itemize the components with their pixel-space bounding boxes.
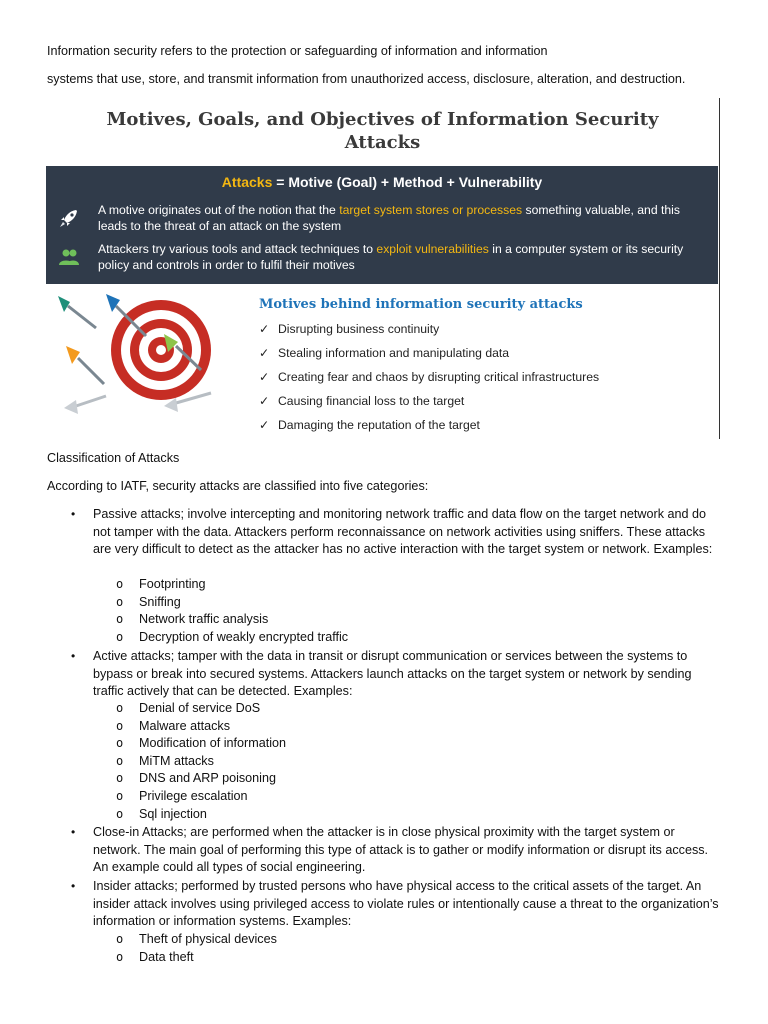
bullet-icon: • <box>71 649 76 663</box>
motive-text: Creating fear and chaos by disrupting critical infrastructures <box>278 370 600 384</box>
motive-text: Damaging the reputation of the target <box>278 418 480 432</box>
sub-bullet-icon: o <box>116 771 124 786</box>
category-text: Active attacks; tamper with the data in transit or disrupt communication or services between the systems to bypass or break into secured systems. Attackers launch attacks on the target system or network by sending traffic actively that can be detected. Examples: <box>93 649 692 699</box>
motive-item <box>259 418 480 432</box>
example-item: MiTM attacks <box>139 753 214 768</box>
attacker-description <box>98 242 698 273</box>
dart-gray-1 <box>64 396 106 414</box>
example-item: Decryption of weakly encrypted traffic <box>139 629 349 644</box>
users-icon <box>58 246 80 268</box>
motive-text: Disrupting business continuity <box>278 322 440 336</box>
example-item: Denial of service DoS <box>139 701 261 715</box>
motives-figure <box>46 98 720 439</box>
example-item: Theft of physical devices <box>139 932 277 946</box>
example-item: Sql injection <box>139 806 207 821</box>
sub-bullet-icon: o <box>116 789 124 803</box>
example-item: DNS and ARP poisoning <box>139 771 276 786</box>
bullet-icon: • <box>71 507 76 521</box>
figure-title-line-2: Attacks <box>344 132 421 153</box>
sub-bullet-icon: o <box>116 612 124 627</box>
example-item: Data theft <box>139 949 194 964</box>
dart-teal <box>58 296 96 328</box>
example-item: Network traffic analysis <box>139 612 269 627</box>
rocket-icon <box>58 207 80 229</box>
motive-item <box>259 394 464 408</box>
row1-post: something valuable, and this leads to the threat of an attack on the system <box>98 203 680 233</box>
example-item: Malware attacks <box>139 718 230 733</box>
motive-text: Causing financial loss to the target <box>278 394 465 408</box>
check-icon: ✓ <box>259 370 270 384</box>
intro-line-1: Information security refers to the protection or safeguarding of information and information <box>47 44 548 58</box>
check-icon: ✓ <box>259 394 270 408</box>
classification-heading: Classification of Attacks <box>47 451 180 465</box>
example-item: Footprinting <box>139 577 206 591</box>
sub-bullet-icon: o <box>116 932 124 946</box>
row1-highlight: target system stores or processes <box>339 203 523 217</box>
check-icon: ✓ <box>259 418 270 432</box>
dartboard-illustration <box>46 288 246 438</box>
example-item: Modification of information <box>139 736 286 751</box>
dart-orange <box>66 346 104 384</box>
motive-item <box>259 346 509 360</box>
category-text: Insider attacks; performed by trusted persons who have physical access to the critical assets of the target. An insider attack involves using privileged access to violate rules or intentionally cause a threat to the organization’s information or information systems. Examples: <box>93 879 719 929</box>
formula-title <box>46 174 718 190</box>
sub-bullet-icon: o <box>116 806 124 821</box>
formula-rest: = Motive (Goal) + Method + Vulnerability <box>272 174 543 190</box>
bullet-icon: • <box>71 879 76 893</box>
figure-title-line-1: Motives, Goals, and Objectives of Information Security <box>106 109 659 130</box>
bullet-icon: • <box>71 825 76 839</box>
classification-intro: According to IATF, security attacks are classified into five categories: <box>47 479 429 493</box>
example-item: Privilege escalation <box>139 789 248 803</box>
intro-line-2: systems that use, store, and transmit information from unauthorized access, disclosure, alteration, and destruction. <box>47 72 686 86</box>
figure-title <box>46 108 719 154</box>
sub-bullet-icon: o <box>116 949 124 964</box>
sub-bullet-icon: o <box>116 629 124 644</box>
check-icon: ✓ <box>259 346 270 360</box>
motive-item <box>259 322 439 336</box>
formula-band <box>46 166 718 284</box>
motive-description <box>98 203 698 234</box>
sub-bullet-icon: o <box>116 736 124 751</box>
formula-highlight: Attacks <box>221 174 273 190</box>
motives-title: Motives behind information security attacks <box>259 297 583 312</box>
row2-pre: Attackers try various tools and attack techniques to <box>98 242 377 256</box>
row2-post: in a computer system or its security policy and controls in order to fulfil their motives <box>98 242 684 272</box>
category-text: Close-in Attacks; are performed when the attacker is in close physical proximity with the target system or network. The main goal of performing this type of attack is to gather or modify information or disrupt its access. An example could all types of social engineering. <box>93 825 709 875</box>
category-text: Passive attacks; involve intercepting and monitoring network traffic and data flow on the target network and do not tamper with the data. Attackers perform reconnaissance on network activities using sniffers. These attacks are very difficult to detect as the attacker has no active interaction with the target system or network. Examples: <box>93 507 713 557</box>
sub-bullet-icon: o <box>116 701 124 715</box>
row1-pre: A motive originates out of the notion that the <box>98 203 340 217</box>
example-item: Sniffing <box>139 594 181 609</box>
sub-bullet-icon: o <box>116 594 124 609</box>
sub-bullet-icon: o <box>116 577 124 591</box>
motive-text: Stealing information and manipulating data <box>278 346 510 360</box>
check-icon: ✓ <box>259 322 270 336</box>
sub-bullet-icon: o <box>116 718 124 733</box>
row2-highlight: exploit vulnerabilities <box>376 242 489 256</box>
sub-bullet-icon: o <box>116 753 124 768</box>
motive-item <box>259 370 599 384</box>
